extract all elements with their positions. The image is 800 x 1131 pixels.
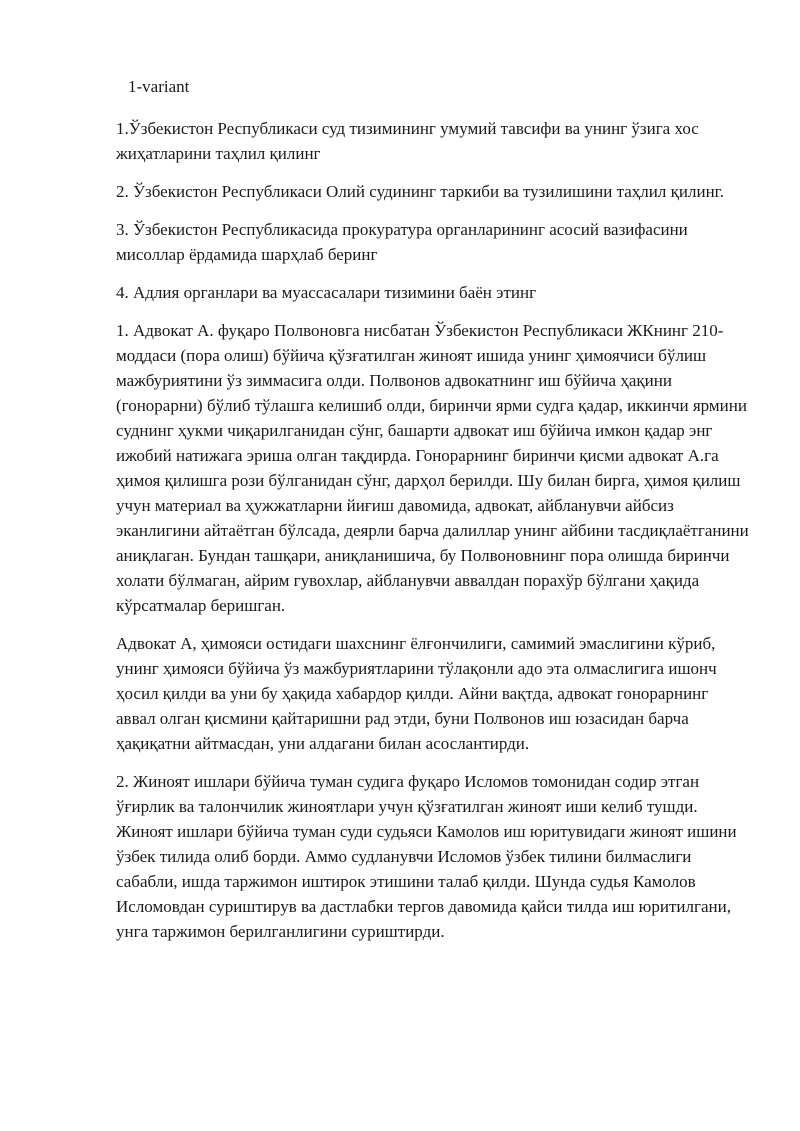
question-list [116, 116, 752, 305]
case-1-continuation-paragraph: Адвокат А, ҳимояси остидаги шахснинг ёлғончилиги, самимий эмаслигини кўриб, унинг ҳимояси бўйича ўз мажбуриятларини тўлақонли адо эта олмаслигига ишонч ҳосил қилди ва уни бу ҳақида хабардор қилди. Айни вақтда, адвокат гонорарнинг аввал олган қисмини қайтаришни рад этди, буни Полвонов иш юзасидан барча ҳақиқатни айтмасдан, уни алдагани билан асослантирди. [116, 634, 717, 753]
variant-heading: 1-variant [128, 77, 190, 96]
question-4: 4. Адлия органлари ва муассасалари тизимини баён этинг [116, 283, 537, 302]
case-2-paragraph: 2. Жиноят ишлари бўйича туман судига фуқаро Исломов томонидан содир этган ўғирлик ва талончилик жиноятлари учун қўзғатилган жиноят иши келиб тушди. Жиноят ишлари бўйича туман суди судьяси Камолов иш юритувидаги жиноят ишини ўзбек тилида олиб борди. Аммо судланувчи Исломов ўзбек тилини билмаслиги сабабли, ишда таржимон иштирок этишини талаб қилди. Шунда судья Камолов Исломовдан суриштирув ва дастлабки тергов давомида қайси тилда иш юритилгани, унга таржимон берилганлигини суриштирди. [116, 772, 737, 941]
case-1-paragraph: 1. Адвокат А. фуқаро Полвоновга нисбатан Ўзбекистон Республикаси ЖКнинг 210-моддаси (пора олиш) бўйича қўзғатилган жиноят ишида унинг ҳимоячиси бўлиш мажбуриятини ўз зиммасига олди. Полвонов адвокатнинг иш бўйича ҳақини (гонорарни) бўлиб тўлашга келишиб олди, биринчи ярми судга қадар, иккинчи ярмини суднинг ҳукми чиқарилганидан сўнг, башарти адвокат иш бўйича имкон қадар энг ижобий натижага эриша олган тақдирда. Гонорарнинг биринчи қисми адвокат А.га ҳимоя қилишга рози бўлганидан сўнг, дарҳол берилди. Шу билан бирга, ҳимоя қилиш учун материал ва ҳужжатларни йиғиш давомида, адвокат, айбланувчи айбсиз эканлигини айтаётган бўлсада, деярли барча далиллар унинг айбини тасдиқлаётганини аниқлаган. Бундан ташқари, аниқланишича, бу Полвоновнинг пора олишда биринчи холати бўлмаган, айрим гувохлар, айбланувчи аввалдан порахўр бўлгани ҳақида кўрсатмалар беришган. [116, 321, 749, 615]
case-body [116, 318, 752, 944]
question-3: 3. Ўзбекистон Республикасида прокуратура органларининг асосий вазифасини мисоллар ёрдамида шарҳлаб беринг [116, 220, 688, 264]
document-page [116, 74, 752, 957]
question-1: 1.Ўзбекистон Республикаси суд тизимининг умумий тавсифи ва унинг ўзига хос жиҳатларини таҳлил қилинг [116, 119, 699, 163]
question-2: 2. Ўзбекистон Республикаси Олий судининг таркиби ва тузилишини таҳлил қилинг. [116, 182, 724, 201]
